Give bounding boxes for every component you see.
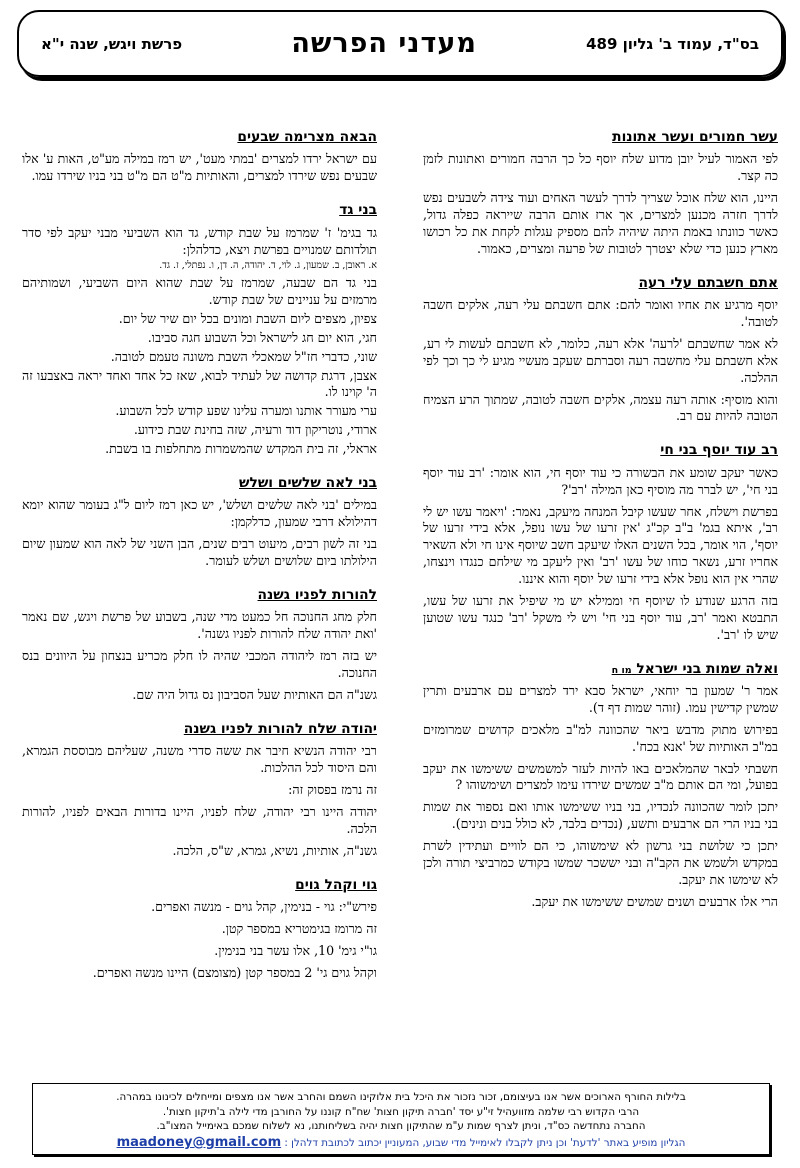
article-leah — [22, 474, 377, 570]
paragraph: גו"י גימ' 10, אלו עשר בני בנימין. — [214, 942, 377, 958]
paragraph: הרי אלו ארבעים ושנים שמשים ששימשו את יעקב. — [531, 893, 778, 909]
verse-ref: מו ח — [611, 664, 632, 676]
list-item: ארודי, נוטריקון דוד ורעיה, שזה בחינת שבת כידוע. — [133, 422, 377, 438]
article-asses — [423, 128, 778, 258]
list-item: חגי, הוא יום חג לישראל וכל השבוע חגה סביבו. — [147, 329, 377, 345]
paragraph: וקהל גוים גי' 2 במספר קטן (מצומצם) היינו מנשה ואפרים. — [92, 964, 377, 980]
paragraph: גשנ"ה הם האותיות שעל הסביבון נס גדול היה שם. — [132, 686, 377, 702]
article-shemot — [423, 660, 778, 911]
article-haba — [22, 128, 377, 185]
list-item: ערי מעורר אותנו ומערה עלינו שפע קודש לכל השבוע. — [115, 403, 377, 419]
article-goshna — [22, 586, 377, 704]
paragraph: היינו, הוא שלח אוכל שצריך לדרך לעשר האחים ועוד צידה לשבעים נפש לדרך חזרה מכנען למצרים, אך ארז אותם הרבה שייראה כפלה גדול, כאשר כוונתו באמת היתה שיהיה להם מספיק עגלות לקחת את כל רכושו מארץ כנען כדי שלא יצטרך לטובות של פרעה ומצרים, כאמור. — [423, 190, 778, 256]
paragraph: חשבתי לבאר שהמלאכים באו להיות לעזר למשמשים ששימשו את יעקב בפועל, ומי הם אותם מ"ב שמשים שירדו עימו למצרים ושימשוהו ? — [423, 760, 778, 793]
paragraph: א. ראובן, ב. שמעון, ג. לוי, ד. יהודה, ה. דן, ו. נפתלי, ז. גד. — [159, 260, 377, 272]
article-title: להורות לפניו גשנה — [257, 586, 377, 603]
issue-info: בס"ד, עמוד ב' גליון 489 — [586, 34, 759, 53]
paragraph: גד בגימ' ז' שמרמז על שבת קודש, גד הוא השביעי מבני יעקב לפי סדר תולדותם שמנויים בפרשת ויצא, כדלהלן: — [22, 224, 377, 257]
footer-box — [32, 1083, 770, 1155]
right-column — [423, 128, 778, 927]
article-goy — [22, 876, 377, 982]
paragraph: בני זה לשון רבים, מיעוט רבים שנים, הבן השני של לאה הוא שמעון שיום הילולתו ביום שלושים ושלש לעומר. — [22, 536, 377, 569]
paragraph: זה מרומז בגימטריא במספר קטן. — [221, 920, 377, 936]
article-title: בני גד — [339, 202, 377, 219]
paragraph: כאשר יעקב שומע את הבשורה כי עוד יוסף חי, הוא אומר: 'רב עוד יוסף בני חי', יש לברר מה מוסיף כאן המילה 'רב'? — [423, 464, 778, 497]
email-link[interactable]: maadoney@gmail.com — [116, 1134, 282, 1150]
page-title: מעדני הפרשה — [291, 28, 477, 59]
list-item: אצבן, דרגת קדושה של לעתיד לבוא, שאז כל אחד ואחד יראה באצבעו זה ה' קוינו לו. — [22, 367, 377, 400]
article-rav — [423, 441, 778, 643]
paragraph: בזה הרגע שנודע לו שיוסף חי וממילא יש מי שיפיל את זרעו של עשו, התבטא ואמר 'רב, עוד יוסף בני חי' ויש לי משקל 'רב' כנגד עשו שטוען שיש לו 'רב'. — [423, 592, 778, 642]
paragraph: יוסף מרגיע את אחיו ואומר להם: אתם חשבתם עלי רעה, אלקים חשבה לטובה'. — [423, 297, 778, 330]
paragraph: גשנ"ה, אותיות, נשיא, גמרא, ש"ס, הלכה. — [172, 842, 377, 858]
paragraph: לפי האמור לעיל יובן מדוע שלח יוסף כל כך הרבה חמורים ואתונות לזמן כה קצר. — [423, 151, 778, 184]
list-item: צפיון, מצפים ליום השבת ומונים בכל יום שיר של יום. — [118, 310, 377, 326]
paragraph: והוא מוסיף: אותה רעה עצמה, אלקים חשבה לטובה, שמתוך הרע הצמיח הטובה להיות עם רב. — [423, 391, 778, 424]
paragraph: במילים 'בני לאה שלשים ושלש', יש כאן רמז ליום ל"ג בעומר שהוא יומא דהילולא דרבי שמעון, כדלקמן: — [22, 497, 377, 530]
paragraph: חלק מחג החנוכה חל כמעט מדי שנה, בשבוע של פרשת ויגש, שם נאמר 'ואת יהודה שלח להורות לפניו גשנה'. — [22, 609, 377, 642]
paragraph: רבי יהודה הנשיא חיבר את ששה סדרי משנה, שעליהם מבוססת הגמרא, והם היסוד לכל ההלכות. — [22, 743, 377, 776]
paragraph: פירש"י: גוי - בנימין, קהל גוים - מנשה ואפרים. — [151, 899, 377, 914]
article-title: גוי וקהל גוים — [295, 876, 377, 893]
footer-line: הרבי הקדוש רבי שלמה מזוועהיל זי"ע יסד 'חברה תיקון חצות' שח"ח קוננו על החורבן מדי לילה ב'תיקון חצות'. — [162, 1105, 640, 1118]
footer-contact-line — [41, 1134, 761, 1152]
article-title: רב עוד יוסף בני חי — [660, 442, 778, 459]
paragraph: בפירוש מתוק מדבש ביאר שהכוונה למ"ב מלאכים קדושים שמרומזים במ"ב האותיות של 'אנא בכח'. — [423, 721, 778, 754]
article-yehuda — [22, 720, 377, 860]
article-title: עשר חמורים ועשר אתונות — [612, 129, 778, 145]
paragraph: יתכן כי שלושת בני גרשון לא שימשוהו, כי הם לוויים ועתידין לשרת במקדש ולשמש את הקב"ה ובני יששכר שמשו בקודש כמרביצי תורה ולכן לא שימשו את יעקב. — [423, 838, 778, 887]
list-item: שוני, כדברי חז"ל שמאכלי השבת משונה טעמם לטובה. — [110, 348, 377, 364]
article-title: הבאה מצרימה שבעים — [237, 129, 377, 145]
article-title-text: ואלה שמות בני ישראל — [636, 660, 778, 677]
paragraph: יתכן לומר שהכוונה לנכדיו, בני בניו ששימשו אותו ואם נספור את שמות בני בניו הרי הם ארבעים ותשע, (נכדים בלבד, לא כולל בנים ונינים). — [423, 799, 778, 832]
article-gad — [22, 201, 377, 458]
footer-line: הגליון מופיע באתר 'לדעת' וכן ניתן לקבלו לאימייל מדי שבוע, המעוניין יכתוב לכתובת דלהלן : — [284, 1136, 686, 1149]
list-item: אראלי, זה בית המקדש שהמשמרות מתחלפות בו בשבת. — [105, 441, 377, 457]
article-title: בני לאה שלשים ושלש — [239, 474, 377, 491]
paragraph: אמר ר' שמעון בר יוחאי, ישראל סבא ירד למצרים עם ארבעים ותרין שמשין קדישין עמו. (זוהר שמות דף ד). — [423, 683, 778, 715]
paragraph: יש בזה רמז ליהודה המכבי שהיה לו חלק מכריע בנצחון על היוונים בנס החנוכה. — [22, 648, 377, 681]
article-title: יהודה שלח להורות לפניו גשנה — [183, 720, 377, 737]
article-raah — [423, 274, 778, 426]
paragraph: זה נרמז בפסוק זה: — [288, 782, 377, 798]
page-header — [17, 10, 783, 77]
article-title — [423, 660, 778, 678]
paragraph: בני גד הם שבעה, שמרמז על שבת שהוא היום השביעי, ושמותיהם מרמזים על עניינים של שבת קודש. — [22, 275, 377, 308]
paragraph: יהודה היינו רבי יהודה, שלח לפניו, היינו בדורות הבאים לפניו, להורות הלכה. — [22, 803, 377, 836]
footer-line: בלילות החורף הארוכים אשר אנו בעיצומם, זכור נזכור את היכל בית אלוקינו השמם והחרב אשר אנו מצפים ומייחלים לכינונו במהרה. — [116, 1091, 686, 1103]
paragraph: בפרשת וישלח, אחר שעשו קיבל המנחה מיעקב, נאמר: 'ויאמר עשו יש לי רב', איתא בגמ' ב"ב קכ"ג 'אין זרעו של עשו נופל, אלא בידי זרעו של יוסף', הוי אומר, בכל השנים האלו שיעקב חשב שיוסף אינו חי ולא השאיר אחריו זרע, נשאר כוחו של עשו 'רב' ואין ליעקב מי שילחם כנגדו וינצחו, שהרי אין הוא נופל אלא בידי זרעו של יוסף והוא איננו. — [423, 503, 778, 587]
article-title: אתם חשבתם עלי רעה — [638, 274, 778, 291]
parasha-label: פרשת ויגש, שנה י"א — [41, 34, 183, 53]
footer-line: החברה נתחדשה כס"ד, וניתן לצרף שמות ע"מ שהתיקון חצות יהיה בשליחותנו, נא לשלוח שמכם באימייל המצו"ב. — [156, 1120, 646, 1133]
left-column — [22, 128, 377, 998]
paragraph: לא אמר שחשבתם 'לרעה' אלא רעה, כלומר, לא חשבתם לעשות לי רע, אלא חשבתם עלי מחשבה רעה וסברתם שעקב מעשיי מגיע לי כך וכך לפי ההלכה. — [423, 335, 778, 385]
paragraph: עם ישראל ירדו למצרים 'במתי מעט', יש רמז במילה מע"ט, האות ע' אלו שבעים נפש שירדו למצרים, והאותיות מ"ט הם מ"ט בני בניו שירדו עמו. — [22, 151, 377, 184]
